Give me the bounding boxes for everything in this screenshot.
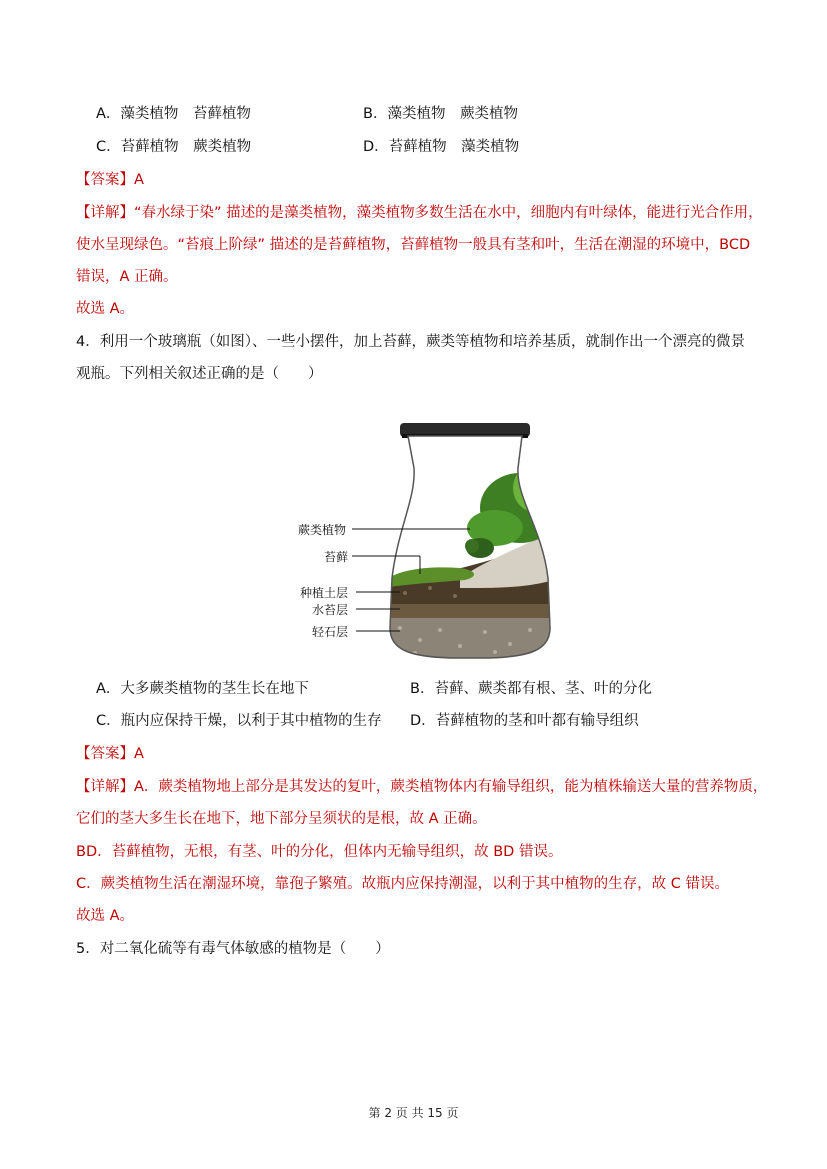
q3-detail-line-3: 错误，A 正确。: [76, 269, 178, 285]
q4-detail-line-1: 【详解】A．蕨类植物地上部分是其发达的复叶，蕨类植物体内有输导组织，能为植株输送大量的营养物质，: [76, 779, 768, 795]
water-moss-layer: [380, 604, 560, 618]
q3-detail-line-2: 使水呈现绿色。“苔痕上阶绿” 描述的是苔藓植物，苔藓植物一般具有茎和叶，生活在潮湿的环境中，BCD: [76, 237, 751, 253]
label-water-moss: 水苔层: [312, 603, 349, 617]
q4-option-c: C．瓶内应保持干燥，以利于其中植物的生存: [96, 713, 382, 729]
q3-option-b: B．藻类植物 蕨类植物: [363, 106, 518, 122]
q4-answer: 【答案】A: [76, 746, 144, 762]
q3-detail-line-1: 【详解】“春水绿于染” 描述的是藻类植物，藻类植物多数生活在水中，细胞内有叶绿体，能进行光合作用，: [76, 205, 763, 221]
q4-detail-line-2: 它们的茎大多生长在地下，地下部分呈须状的是根，故 A 正确。: [76, 811, 487, 827]
q4-detail-line-4: C．蕨类植物生活在潮湿环境，靠孢子繁殖。故瓶内应保持潮湿，以利于其中植物的生存，故 C 错误。: [76, 876, 729, 892]
q3-choose: 故选 A。: [76, 301, 135, 317]
q5-stem: 5．对二氧化硫等有毒气体敏感的植物是（ ）: [76, 941, 390, 957]
q3-option-c: C．苔藓植物 蕨类植物: [96, 139, 252, 155]
q4-stem-line-1: 4．利用一个玻璃瓶（如图）、一些小摆件，加上苔藓，蕨类等植物和培养基质，就制作出一个漂亮的微景: [76, 334, 745, 350]
stone-layer: [380, 618, 560, 663]
label-soil: 种植土层: [300, 586, 349, 600]
q4-detail-line-3: BD．苔藓植物，无根，有茎、叶的分化，但体内无输导组织，故 BD 错误。: [76, 844, 563, 860]
q3-option-a: A．藻类植物 苔藓植物: [96, 106, 251, 122]
q3-answer: 【答案】A: [76, 172, 144, 188]
q4-choose: 故选 A。: [76, 908, 135, 924]
page-footer: 第 2 页 共 15 页: [368, 1106, 459, 1120]
terrarium-figure: [290, 418, 560, 668]
label-fern: 蕨类植物: [298, 523, 347, 537]
label-stone: 轻石层: [312, 625, 349, 639]
q3-option-d: D．苔藓植物 藻类植物: [363, 139, 520, 155]
q4-option-a: A．大多蕨类植物的茎生长在地下: [96, 681, 309, 697]
q4-stem-line-2: 观瓶。下列相关叙述正确的是（ ）: [76, 366, 323, 382]
q4-option-d: D．苔藓植物的茎和叶都有输导组织: [410, 713, 639, 729]
label-moss: 苔藓: [324, 550, 349, 564]
q4-option-b: B．苔藓、蕨类都有根、茎、叶的分化: [410, 681, 652, 697]
